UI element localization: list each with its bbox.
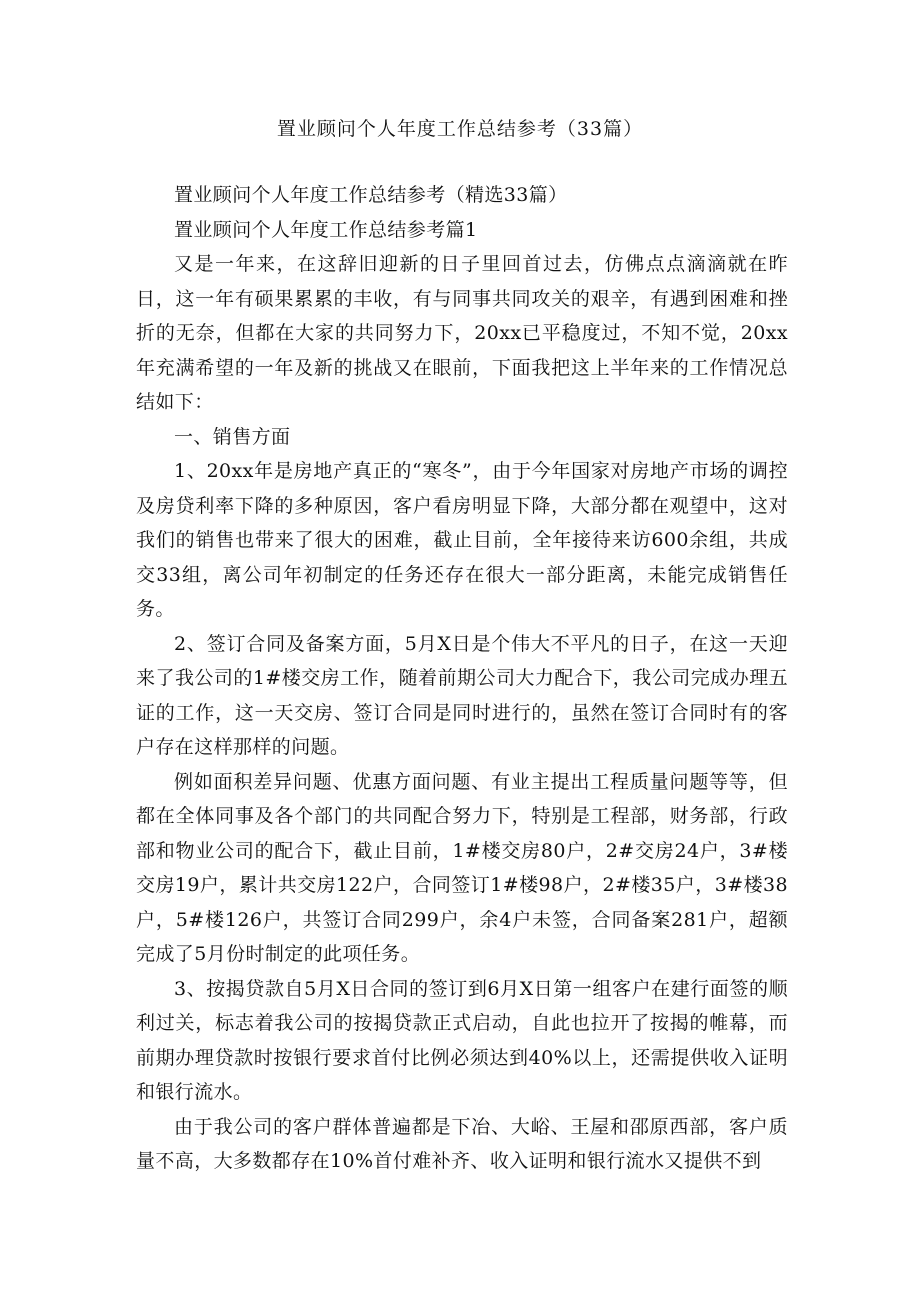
paragraph-sales-1: 1、20xx年是房地产真正的“寒冬”，由于今年国家对房地产市场的调控及房贷利率下降的多种原因，客户看房明显下降，大部分都在观望中，这对我们的销售也带来了很大的困难，截止目前，全年接待来访600余组，共成交33组，离公司年初制定的任务还存在很大一部分距离，未能完成销售任务。 <box>136 460 788 620</box>
document-title: 置业顾问个人年度工作总结参考（33篇） <box>276 118 644 140</box>
paragraph-contracts-2: 2、签订合同及备案方面，5月X日是个伟大不平凡的日子，在这一天迎来了我公司的1#楼交房工作，随着前期公司大力配合下，我公司完成办理五证的工作，这一天交房、签订合同是同时进行的，虽然在签订合同时有的客户存在这样那样的问题。 <box>136 632 788 758</box>
paragraph-mortgage-3: 3、按揭贷款自5月X日合同的签订到6月X日第一组客户在建行面签的顺利过关，标志着我公司的按揭贷款正式启动，自此也拉开了按揭的帷幕，而前期办理贷款时按银行要求首付比例必须达到40%以上，还需提供收入证明和银行流水。 <box>136 977 788 1103</box>
document-body <box>136 178 788 1179</box>
paragraph-customers: 由于我公司的客户群体普遍都是下冶、大峪、王屋和邵原西部，客户质量不高，大多数都存在10%首付难补齐、收入证明和银行流水又提供不到 <box>136 1115 788 1172</box>
document-subtitle: 置业顾问个人年度工作总结参考（精选33篇） <box>174 184 568 206</box>
heading-sales: 一、销售方面 <box>174 425 291 448</box>
paragraph-contracts-detail: 例如面积差异问题、优惠方面问题、有业主提出工程质量问题等等，但都在全体同事及各个部门的共同配合努力下，特别是工程部，财务部，行政部和物业公司的配合下，截止目前，1#楼交房80户，2#交房24户，3#楼交房19户，累计共交房122户，合同签订1#楼98户，2#楼35户，3#楼38户，5#楼126户，共签订合同299户，余4户未签，合同备案281户，超额完成了5月份时制定的此项任务。 <box>136 770 788 965</box>
paragraph-intro: 又是一年来，在这辞旧迎新的日子里回首过去，仿佛点点滴滴就在昨日，这一年有硕果累累的丰收，有与同事共同攻关的艰辛，有遇到困难和挫折的无奈，但都在大家的共同努力下，20xx已平稳度过，不知不觉，20xx年充满希望的一年及新的挑战又在眼前，下面我把这上半年来的工作情况总结如下： <box>136 253 788 413</box>
section-heading: 置业顾问个人年度工作总结参考篇1 <box>174 218 478 241</box>
